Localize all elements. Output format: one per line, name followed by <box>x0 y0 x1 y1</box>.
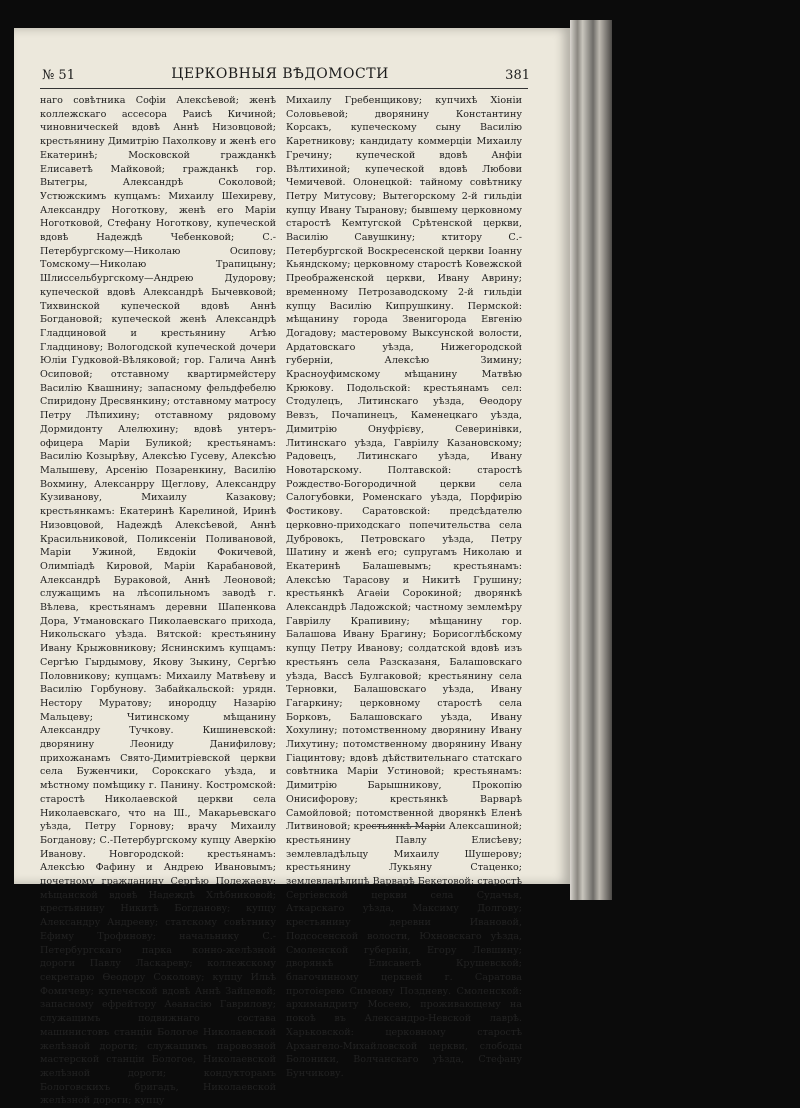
text-column-left <box>40 94 276 1107</box>
issue-number: № 51 <box>42 68 75 83</box>
journal-title: ЦЕРКОВНЫЯ ВѢДОМОСТИ <box>171 66 389 82</box>
page-edges <box>570 20 612 900</box>
header-rule <box>40 88 528 89</box>
right-column-text: Михаилу Гребенщикову; купчихѣ Хіоніи Соловьевой; дворянину Константину Корсакъ, купеческому сыну Василію Каретникову; кандидату коммерціи Михаилу Гречину; купеческой вдовѣ Анфіи Вѣлтихиной; купеческой вдовѣ Любови Чемичевой. Олонецкой: тайному совѣтнику Петру Митусову; Вытегорскому 2-й гильдіи купцу Ивану Тыранову; бывшему церковному старостѣ Кемтугской Срѣтенской церкви, Василію Савушкину; ктитору С.-Петербургской Воскресенской церкви Іоанну Кьяндскому; церковному старостѣ Ковежской Преображенской церкви, Ивану Аврину; временному Петрозаводскому 2-й гильдіи купцу Василію Кипрушкину. Пермской: мѣщанину города Звенигорода Евгенію Догадову; мастеровому Выксунской волости, Ардатовскаго уѣзда, Нижегородской губерніи, Алексѣю Зимину; Красноуфимскому мѣщанину Матвѣю Крюкову. Подольской: крестьянамъ сел: Стодулецъ, Литинскаго уѣзда, Ѳеодору Вевзъ, Почапинецъ, Каменецкаго уѣзда, Димитрію Онуфрієву, Северинівки, Литинскаго уѣзда, Гавріилу Казановскому; Радовецъ, Литинскаго уѣзда, Ивану Новотарскому. Полтавской: старостѣ Рождество-Богородичной церкви села Салогубовки, Роменскаго уѣзда, Порфирію Фостикову. Саратовской: предсѣдателю церковно-приходскаго попечительства села Дубровокъ, Петровскаго уѣзда, Петру Шатину и женѣ его; супругамъ Николаю и Екатеринѣ Балашевымъ; крестьянамъ: Алексѣю Тарасову и Никитѣ Грушину; крестьянкѣ Агаѳіи Сорокиной; дворянкѣ Александрѣ Ладожской; частному землемѣру Гавріилу Крапивину; мѣщанину гор. Балашова Ивану Брагину; Борисоглѣбскому купцу Петру Иванову; солдатской вдовѣ изъ крестьянъ села Разсказаня, Балашовскаго уѣзда, Вассѣ Булгаковой; крестьянину села Терновки, Балашовскаго уѣзда, Ивану Гагаркину; церковному старостѣ села Борковъ, Балашовскаго уѣзда, Ивану Хохулину; потомственному дворянину Ивану Лихутину; потомственному дворянину Ивану Гіацинтову; вдовѣ дѣйствительнаго статскаго совѣтника Маріи Устиновой; крестьянамъ: Димитрію Барышникову, Прокопію Онисифорову; крестьянкѣ Варварѣ Самойловой; потомственной дворянкѣ Еленѣ Литвиновой; крестьянкѣ Маріи Алексашиной; крестьянину Павлу Елисѣеву; землевладѣльцу Михаилу Шушерову; крестьянину Лукьяну Стаценко; землевладѣлицѣ Варварѣ Бекетовой; старостѣ Сергіевской церкви села Судачья, Аткарскаго уѣзда, Максиму Долгову; крестьянину деревни Ивановой, Подсосенской волости, Юхновскаго уѣзда, Смоленской губерніи, Егору Левшину; дворянкѣ Елисаветѣ Крушевской; благочинному церквей г. Саратова протоіерею Симеону Поздневу. Смоленской: архимандриту Мосеею, проживающему на покоѣ въ Александро-Невской лаврѣ. Харьковской: церковному старостѣ Архангело-Михайловской церкви, слободы Болоники, Волчанскаго уѣзда, Стефану Бунчикову. <box>286 95 522 1079</box>
left-column-text: нагo совѣтника Софіи Алексѣевой; женѣ коллежскаго ассесора Раисѣ Кичиной; чиновническей вдовѣ Аннѣ Низовцовой; крестьянину Димитрію Пахолкову и женѣ его Екатеринѣ; Московской гражданкѣ Елисаветѣ Майковой; гражданкѣ гор. Вытегры, Александрѣ Соколовой; Устюжскимъ купцамъ: Михаилу Шехиреву, Александру Ноготкову, женѣ его Маріи Ноготковой, Стефану Ноготкову, купеческой вдовѣ Надеждѣ Чебенковой; С.-Петербургскому—Николаю Осипову; Томскому—Николаю Трапицыну; Шлиссельбургскому—Андрею Дудорову; купеческой вдовѣ Александрѣ Бычевковой; Тихвинской купеческой вдовѣ Аннѣ Богдановой; купеческой женѣ Александрѣ Гладциновой и крестьянину Агѣю Гладцинову; Вологодской купеческой дочери Юліи Гудковой-Вѣляковой; гор. Галича Аннѣ Осиповой; отставному квартирмейстеру Василію Квашнину; запасному фельдфебелю Спиридону Дресвянкину; отставному матросу Петру Лѣпихину; отставному рядовому Дормидонту Алелюхину; вдовѣ унтеръ-офицера Маріи Буликой; крестьянамъ: Василію Козырѣву, Алексѣю Гусеву, Алексѣю Малышеву, Арсенію Позаренкину, Василію Вохмину, Алексанрру Щеглову, Александру Кузиванову, Михаилу Казакову; крестьянкамъ: Екатеринѣ Карелиной, Иринѣ Низовцовой, Надеждѣ Алексѣевой, Аннѣ Красильниковой, Поликсеніи Поливановой, Маріи Ужиной, Евдокіи Фокичевой, Олимпіадѣ Кировой, Маріи Карабановой, Александрѣ Бураковой, Аннѣ Леоновой; служащимъ на лѣсопильномъ заводѣ г. Вѣлева, крестьянамъ деревни Шапенкова Дора, Утмановскаго Пиколаевскаго прихода, Никольскаго уѣзда. Вятской: крестьянину Ивану Крыжовникову; Яснинскимъ купцамъ: Сергѣю Гырдымову, Якову Зыкину, Сергѣю Половникову; купцамъ: Михаилу Матвѣеву и Василію Горбунову. Забайкальской: урядн. Нестору Муратову; инородцу Назарію Мальцеву; Читинскому мѣщанину Александру Тучкову. Кишиневской: дворянину Леониду Данифилову; прихожанамъ Свято-Димитріевской церкви села Буженчики, Сорокскаго уѣзда, и мѣстному помѣщику г. Панину. Костромской: старостѣ Николаевской церкви села Николаевскаго, что на Ш., Макарьевскаго уѣзда, Петру Горнову; врачу Михаилу Богданову; С.-Петербургскому купцу Аверкію Иванову. Новгородской: крестьянамъ: Алексѣю Фафину и Андрею Ивановымъ; почетному гражданину Сергѣю Полежаеву; мѣщанской вдовѣ Надеждѣ Хлѣбниковой; крестьянину Никитѣ Богданову; купцу Александру Андреевy; статскому совѣтнику Ефиму Трофинову; начальнику С.-Петербургскаго парка конно-желѣзной дороги Павлу Ласкареву; коллежскому секретарю Ѳеодору Соколову; купцу Ильѣ Фомичеву; купеческой вдовѣ Аннѣ Зайцевой; запасному ефрейтору Аѳанасію Гаврилову; служащимъ подвижнаго состава машинистовъ станціи Бологое Николаевской желѣзной дороги; служащимъ паровозной мастерской станціи Бологое, Николаевской желѣзной дороги; кондукторамъ Бологовскихъ бригадъ, Николаевской желѣзной дороги; купцу <box>40 95 276 1107</box>
text-column-right <box>286 94 522 1079</box>
page-header <box>30 64 530 86</box>
page-number: 381 <box>505 68 530 83</box>
end-rule <box>370 826 440 827</box>
